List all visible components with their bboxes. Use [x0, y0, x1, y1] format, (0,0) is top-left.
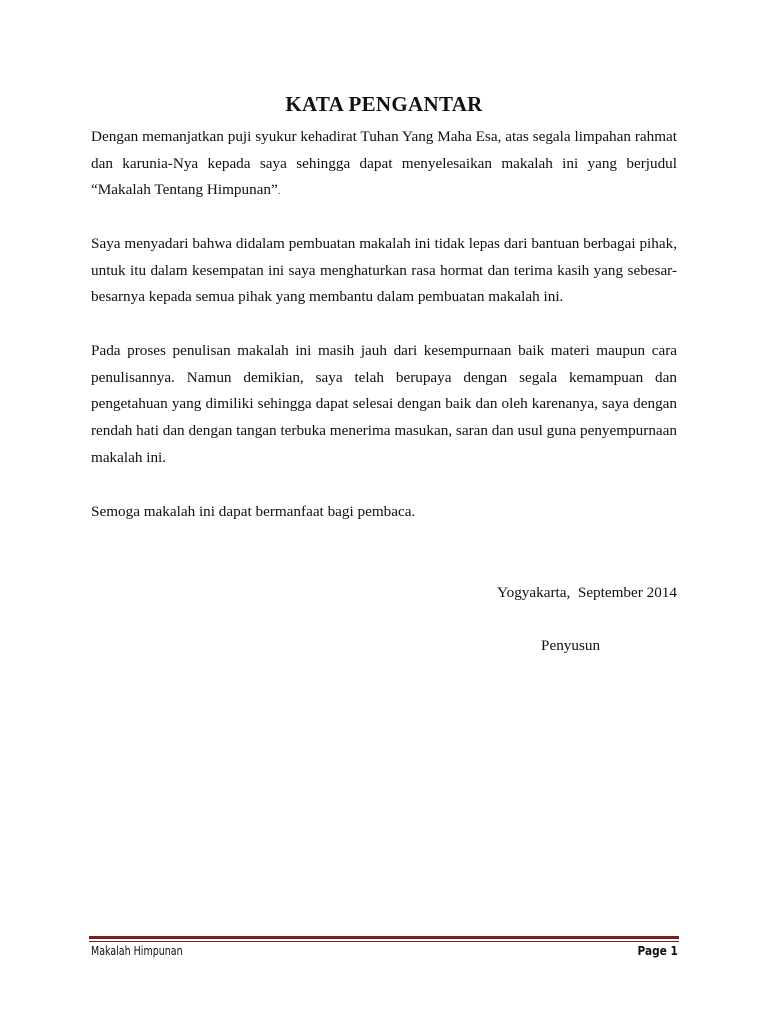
paragraph-intro — [91, 124, 677, 206]
paragraph-closing: Semoga makalah ini dapat bermanfaat bagi pembaca. — [91, 503, 416, 520]
footer-page-number: Page 1 — [637, 944, 678, 958]
paragraph-thanks: Saya menyadari bahwa didalam pembuatan makalah ini tidak lepas dari bantuan berbagai pihak, untuk itu dalam kesempatan ini saya menghaturkan rasa hormat dan terima kasih yang sebesar-besarnya kepada semua pihak yang membantu dalam pembuatan makalah ini. — [91, 235, 677, 306]
paragraph-apology: Pada proses penulisan makalah ini masih jauh dari kesempurnaan baik materi maupun cara penulisannya. Namun demikian, saya telah berupaya dengan segala kemampuan dan pengetahuan yang dimiliki sehingga dapat selesai dengan baik dan oleh karenanya, saya dengan rendah hati dan dengan tangan terbuka menerima masukan, saran dan usul guna penyempurnaan makalah ini. — [91, 342, 677, 466]
place-date: Yogyakarta, September 2014 — [497, 584, 677, 601]
footer-document-title: Makalah Himpunan — [91, 944, 183, 958]
paragraph-intro-text: Dengan memanjatkan puji syukur kehadirat Tuhan Yang Maha Esa, atas segala limpahan rahmat dan karunia-Nya kepada saya sehingga dapat menyelesaikan makalah ini yang berjudul “Makalah Tentang Himpunan” — [91, 128, 677, 199]
footer-rule-thick — [89, 936, 679, 939]
footer-rule-thin — [89, 941, 679, 942]
paragraph-intro-end: . — [277, 186, 281, 198]
page-title: KATA PENGANTAR — [285, 92, 483, 116]
author-signature: Penyusun — [541, 637, 601, 654]
